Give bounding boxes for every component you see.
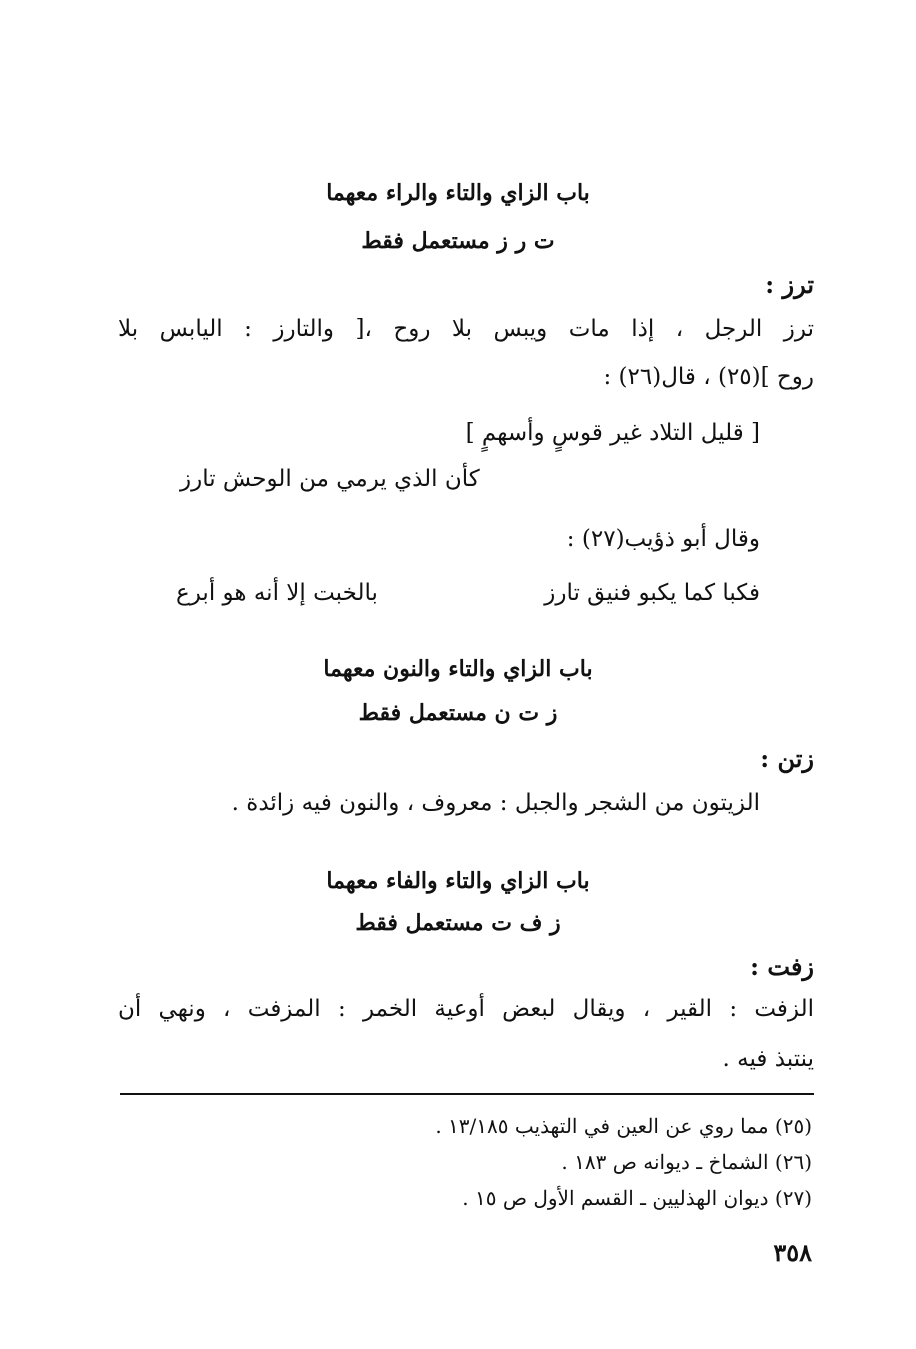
- section-title: باب الزاي والتاء والنون معهما: [323, 656, 593, 682]
- entry-heading: ترز :: [765, 270, 814, 299]
- footnote: (٢٧) ديوان الهذليين ـ القسم الأول ص ١٥ .: [462, 1186, 812, 1210]
- body-line: ترز الرجل ، إذا مات ويبس بلا روح ،[ والتارز : اليابس بلا: [118, 316, 814, 342]
- section-title: باب الزاي والتاء والفاء معهما: [326, 868, 590, 894]
- body-line: روح ](٢٥) ، قال(٢٦) :: [603, 364, 814, 390]
- verse-hemistich: بالخبت إلا أنه هو أبرع: [176, 580, 378, 606]
- footnote: (٢٥) مما روي عن العين في التهذيب ١٣/١٨٥ .: [435, 1114, 812, 1138]
- verse-hemistich: كأن الذي يرمي من الوحش تارز: [180, 466, 480, 492]
- section-subtitle: ت ر ز مستعمل فقط: [361, 228, 555, 254]
- verse-hemistich: فكبا كما يكبو فنيق تارز: [544, 580, 760, 606]
- body-line: الزفت : القير ، ويقال لبعض أوعية الخمر : المزفت ، ونهي أن: [118, 996, 814, 1022]
- body-line: الزيتون من الشجر والجبل : معروف ، والنون فيه زائدة .: [231, 790, 760, 816]
- entry-heading: زفت :: [750, 952, 814, 981]
- section-subtitle: ز ف ت مستعمل فقط: [355, 910, 561, 936]
- page-number: ٣٥٨: [773, 1238, 812, 1267]
- entry-heading: زتن :: [760, 744, 814, 773]
- footnote: (٢٦) الشماخ ـ ديوانه ص ١٨٣ .: [561, 1150, 812, 1174]
- body-line: ينتبذ فيه .: [722, 1046, 814, 1072]
- section-subtitle: ز ت ن مستعمل فقط: [358, 700, 558, 726]
- footnote-divider: [120, 1093, 814, 1095]
- verse-intro: وقال أبو ذؤيب(٢٧) :: [566, 526, 760, 552]
- verse-hemistich: [ قليل التلاد غير قوسٍ وأسهمٍ ]: [465, 420, 760, 446]
- section-title: باب الزاي والتاء والراء معهما: [326, 180, 590, 206]
